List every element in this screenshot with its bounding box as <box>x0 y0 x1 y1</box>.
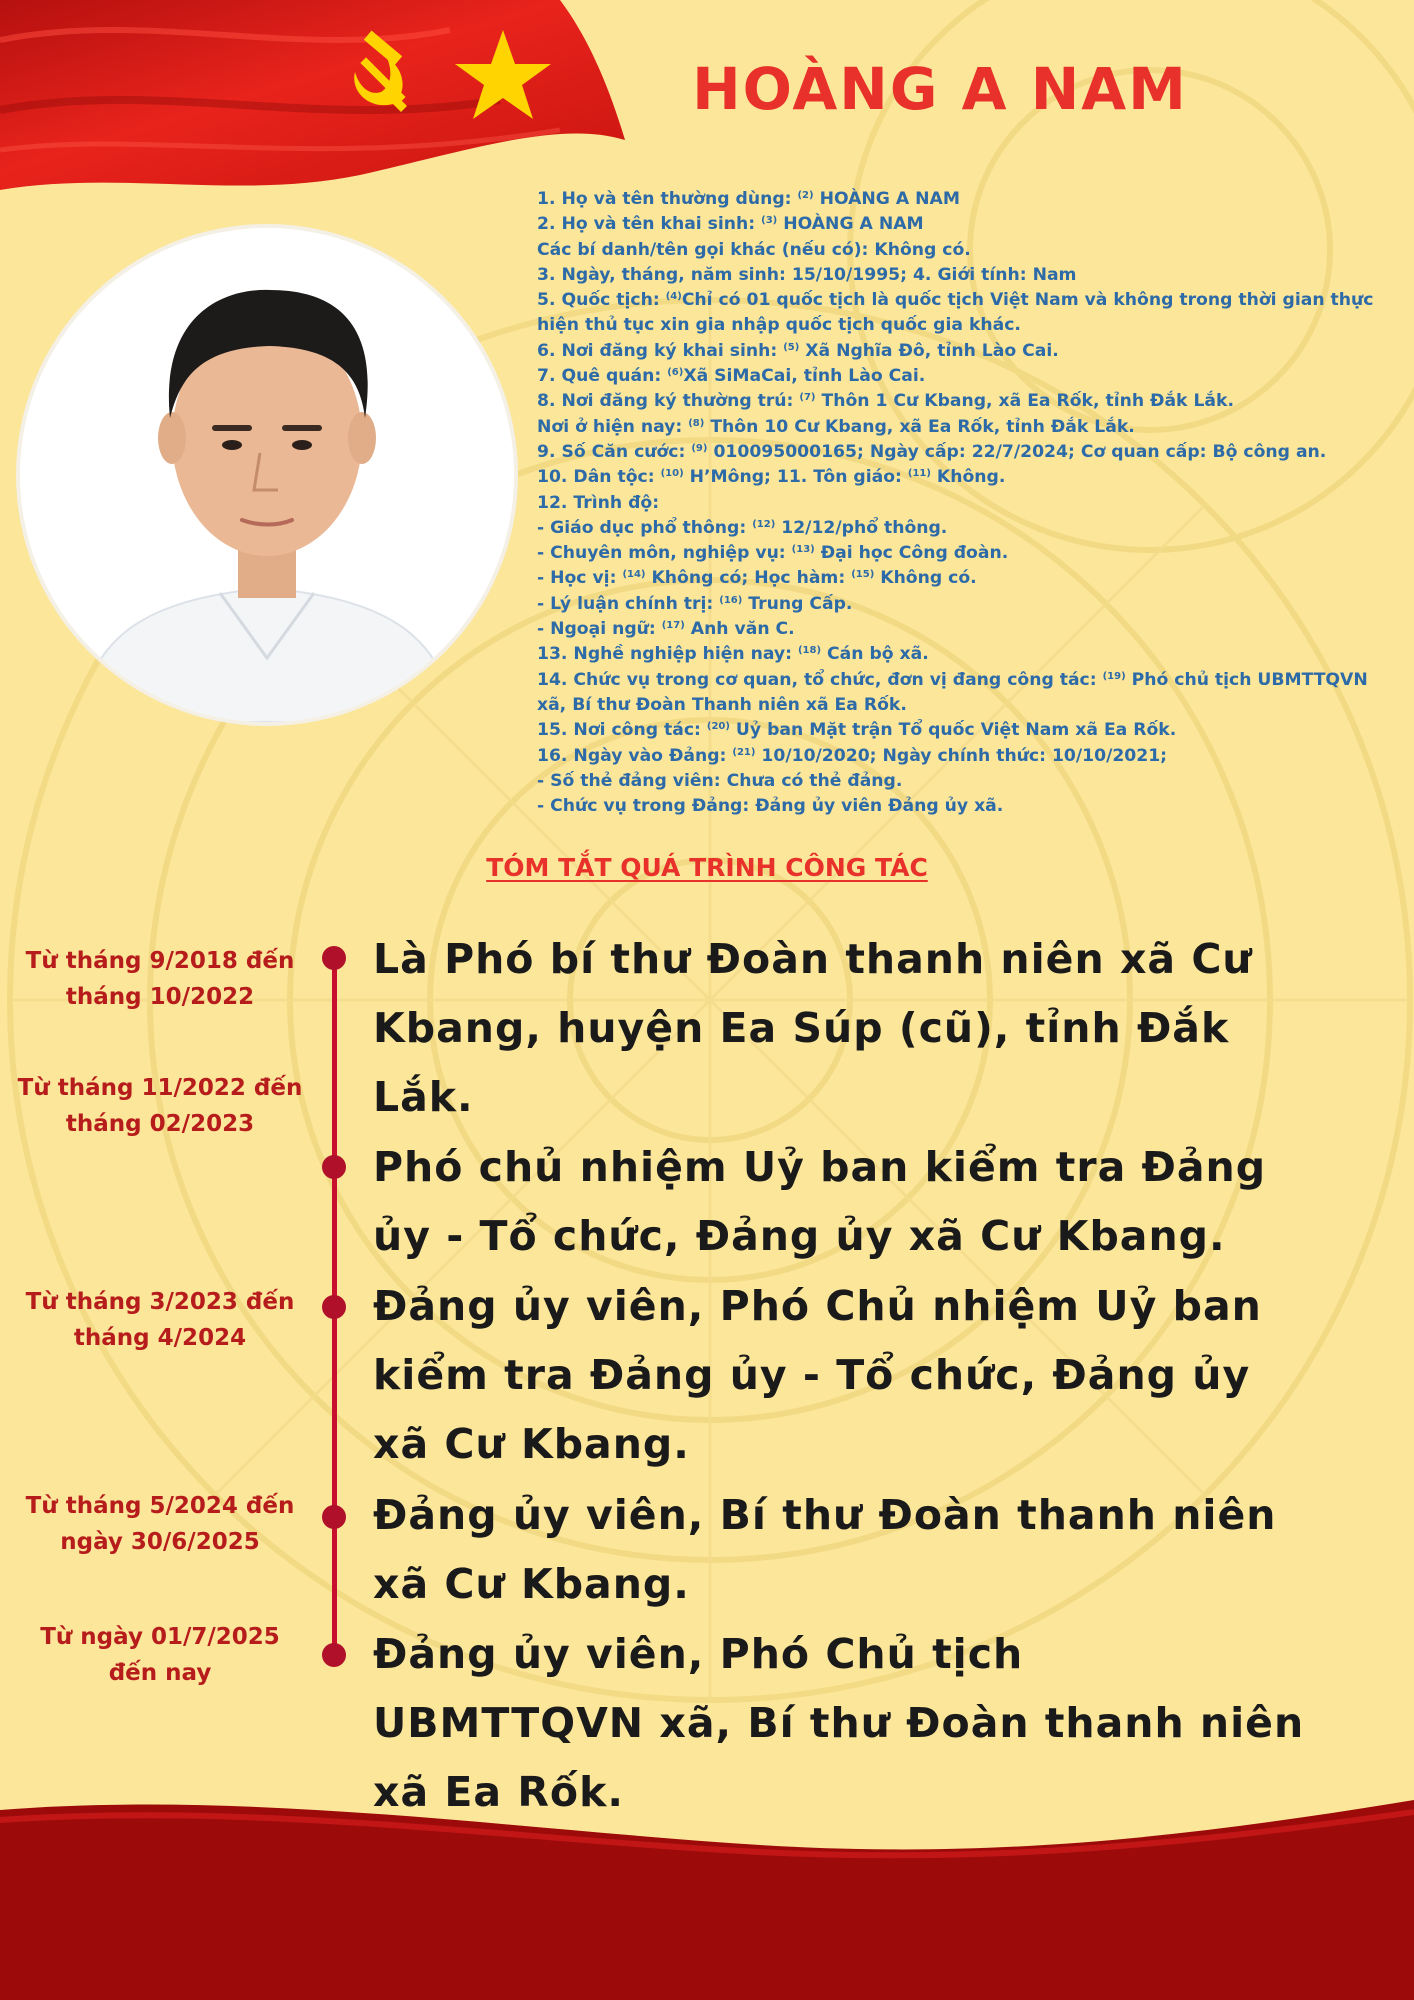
personal-info-list <box>537 187 1397 819</box>
info-line: 14. Chức vụ trong cơ quan, tổ chức, đơn vị đang công tác: $^{(19)}$ Phó chủ tịch UBMTTQVN xã, Bí thư Đoàn Thanh niên xã Ea Rốk. <box>537 669 1368 715</box>
info-line: 15. Nơi công tác: $^{(20)}$ Uỷ ban Mặt trận Tổ quốc Việt Nam xã Ea Rốk. <box>537 720 1177 741</box>
info-line: 10. Dân tộc: $^{(10)}$ H’Mông; 11. Tôn giáo: $^{(11)}$ Không. <box>537 467 1006 488</box>
timeline-date: Từ tháng 3/2023 đến tháng 4/2024 <box>25 1289 295 1351</box>
portrait-photo <box>20 228 514 722</box>
info-line: - Học vị: $^{(14)}$ Không có; Học hàm: $^{(15)}$ Không có. <box>537 568 977 589</box>
info-line: - Số thẻ đảng viên: Chưa có thẻ đảng. <box>537 770 903 791</box>
bottom-wave <box>0 1790 1414 2000</box>
timeline-date: Từ tháng 11/2022 đến tháng 02/2023 <box>17 1075 303 1137</box>
info-line: Các bí danh/tên gọi khác (nếu có): Không có. <box>537 239 971 260</box>
info-line: 3. Ngày, tháng, năm sinh: 15/10/1995; 4. Giới tính: Nam <box>537 264 1077 285</box>
info-line: 16. Ngày vào Đảng: $^{(21)}$ 10/10/2020; Ngày chính thức: 10/10/2021; <box>537 745 1168 766</box>
timeline-date: Từ ngày 01/7/2025 đến nay <box>40 1624 280 1686</box>
timeline-dot <box>322 1295 346 1319</box>
timeline-dot <box>322 946 346 970</box>
section-title: TÓM TẮT QUÁ TRÌNH CÔNG TÁC <box>486 853 928 882</box>
info-line: 6. Nơi đăng ký khai sinh: $^{(5)}$ Xã Nghĩa Đô, tỉnh Lào Cai. <box>537 340 1059 361</box>
timeline-description: Đảng ủy viên, Phó Chủ tịch UBMTTQVN xã, Bí thư Đoàn thanh niên xã Ea Rốk. <box>373 1630 1305 1816</box>
info-line: - Chuyên môn, nghiệp vụ: $^{(13)}$ Đại học Công đoàn. <box>537 543 1009 564</box>
timeline-date: Từ tháng 9/2018 đến tháng 10/2022 <box>25 948 295 1010</box>
timeline-description: Đảng ủy viên, Phó Chủ nhiệm Uỷ ban kiểm tra Đảng ủy - Tổ chức, Đảng ủy xã Cư Kbang. <box>373 1282 1262 1468</box>
info-line: 1. Họ và tên thường dùng: $^{(2)}$ HOÀNG A NAM <box>537 189 960 209</box>
info-line: 13. Nghề nghiệp hiện nay: $^{(18)}$ Cán bộ xã. <box>537 644 929 665</box>
timeline-description: Đảng ủy viên, Bí thư Đoàn thanh niên xã Cư Kbang. <box>373 1491 1277 1608</box>
info-line: - Giáo dục phổ thông: $^{(12)}$ 12/12/phổ thông. <box>537 517 948 538</box>
timeline-description: Là Phó bí thư Đoàn thanh niên xã Cư Kbang, huyện Ea Súp (cũ), tỉnh Đắk Lắk. <box>373 935 1253 1121</box>
timeline-dot <box>322 1505 346 1529</box>
info-line: 5. Quốc tịch: $^{(4)}$Chỉ có 01 quốc tịch là quốc tịch Việt Nam và không trong thời gian thực hiện thủ tục xin gia nhập quốc tịch quốc gia khác. <box>537 290 1374 336</box>
info-line: 7. Quê quán: $^{(6)}$Xã SiMaCai, tỉnh Lào Cai. <box>537 366 926 387</box>
timeline-description: Phó chủ nhiệm Uỷ ban kiểm tra Đảng ủy - Tổ chức, Đảng ủy xã Cư Kbang. <box>373 1143 1267 1260</box>
party-flag <box>0 0 640 200</box>
info-line: 8. Nơi đăng ký thường trú: $^{(7)}$ Thôn 1 Cư Kbang, xã Ea Rốk, tỉnh Đắk Lắk. <box>537 391 1234 412</box>
info-line: - Chức vụ trong Đảng: Đảng ủy viên Đảng ủy xã. <box>537 796 1004 817</box>
info-line: - Ngoại ngữ: $^{(17)}$ Anh văn C. <box>537 619 795 640</box>
timeline-dot <box>322 1155 346 1179</box>
timeline-date: Từ tháng 5/2024 đến ngày 30/6/2025 <box>25 1493 295 1555</box>
info-line: Nơi ở hiện nay: $^{(8)}$ Thôn 10 Cư Kbang, xã Ea Rốk, tỉnh Đắk Lắk. <box>537 416 1135 437</box>
page-title: HOÀNG A NAM <box>692 55 1188 123</box>
info-line: 9. Số Căn cước: $^{(9)}$ 010095000165; Ngày cấp: 22/7/2024; Cơ quan cấp: Bộ công an. <box>537 441 1327 462</box>
info-line: 12. Trình độ: <box>537 492 660 513</box>
info-line: - Lý luận chính trị: $^{(16)}$ Trung Cấp. <box>537 593 853 614</box>
info-line: 2. Họ và tên khai sinh: $^{(3)}$ HOÀNG A NAM <box>537 214 924 235</box>
timeline-dot <box>322 1643 346 1667</box>
